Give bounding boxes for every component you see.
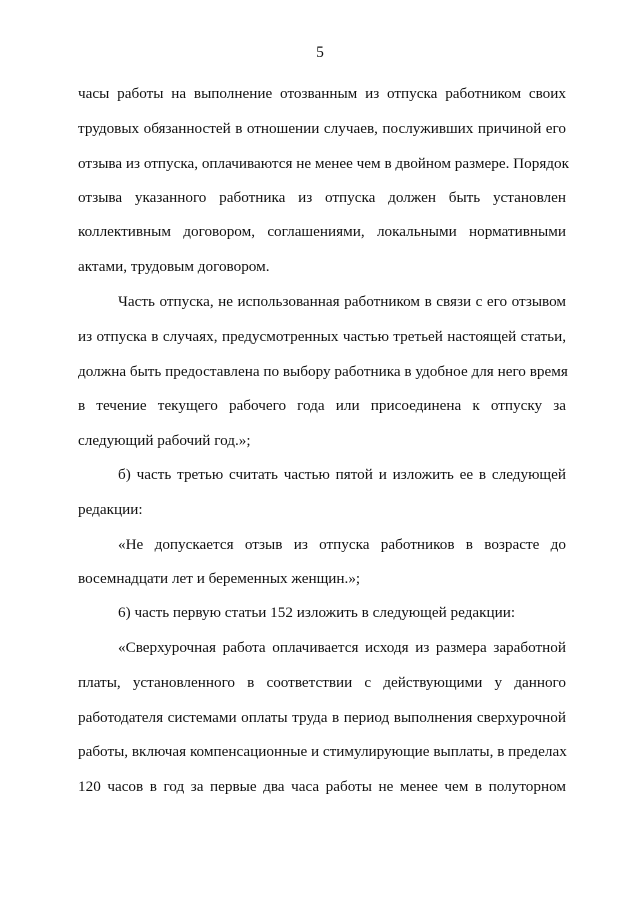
- text-line: работодателя системами оплаты труда в период выполнения сверхурочной: [78, 709, 566, 726]
- text-line: 6) часть первую статьи 152 изложить в следующей редакции:: [118, 604, 516, 621]
- text-line: редакции:: [78, 501, 143, 518]
- text-line: платы, установленного в соответствии с действующими у данного: [78, 674, 566, 691]
- text-line: отзыва из отпуска, оплачиваются не менее чем в двойном размере. Порядок: [78, 155, 570, 172]
- text-line: отзыва указанного работника из отпуска должен быть установлен: [78, 189, 566, 206]
- text-line: следующий рабочий год.»;: [78, 432, 251, 449]
- text-line: 120 часов в год за первые два часа работы не менее чем в полуторном: [78, 778, 566, 795]
- text-line: должна быть предоставлена по выбору работника в удобное для него время: [78, 363, 568, 380]
- text-line: «Не допускается отзыв из отпуска работников в возрасте до: [118, 536, 566, 553]
- text-line: «Сверхурочная работа оплачивается исходя из размера заработной: [118, 639, 566, 656]
- page-number: 5: [316, 44, 324, 61]
- text-line: часы работы на выполнение отозванным из отпуска работником своих: [78, 85, 566, 102]
- text-line: б) часть третью считать частью пятой и изложить ее в следующей: [118, 466, 566, 483]
- text-line: восемнадцати лет и беременных женщин.»;: [78, 570, 361, 587]
- text-line: коллективным договором, соглашениями, локальными нормативными: [78, 223, 566, 240]
- text-line: актами, трудовым договором.: [78, 258, 270, 275]
- text-line: Часть отпуска, не использованная работником в связи с его отзывом: [118, 293, 566, 310]
- text-line: из отпуска в случаях, предусмотренных частью третьей настоящей статьи,: [78, 328, 566, 345]
- text-line: работы, включая компенсационные и стимулирующие выплаты, в пределах: [78, 743, 567, 760]
- text-line: трудовых обязанностей в отношении случаев, послуживших причиной его: [78, 120, 566, 137]
- text-line: в течение текущего рабочего года или присоединена к отпуску за: [78, 397, 566, 414]
